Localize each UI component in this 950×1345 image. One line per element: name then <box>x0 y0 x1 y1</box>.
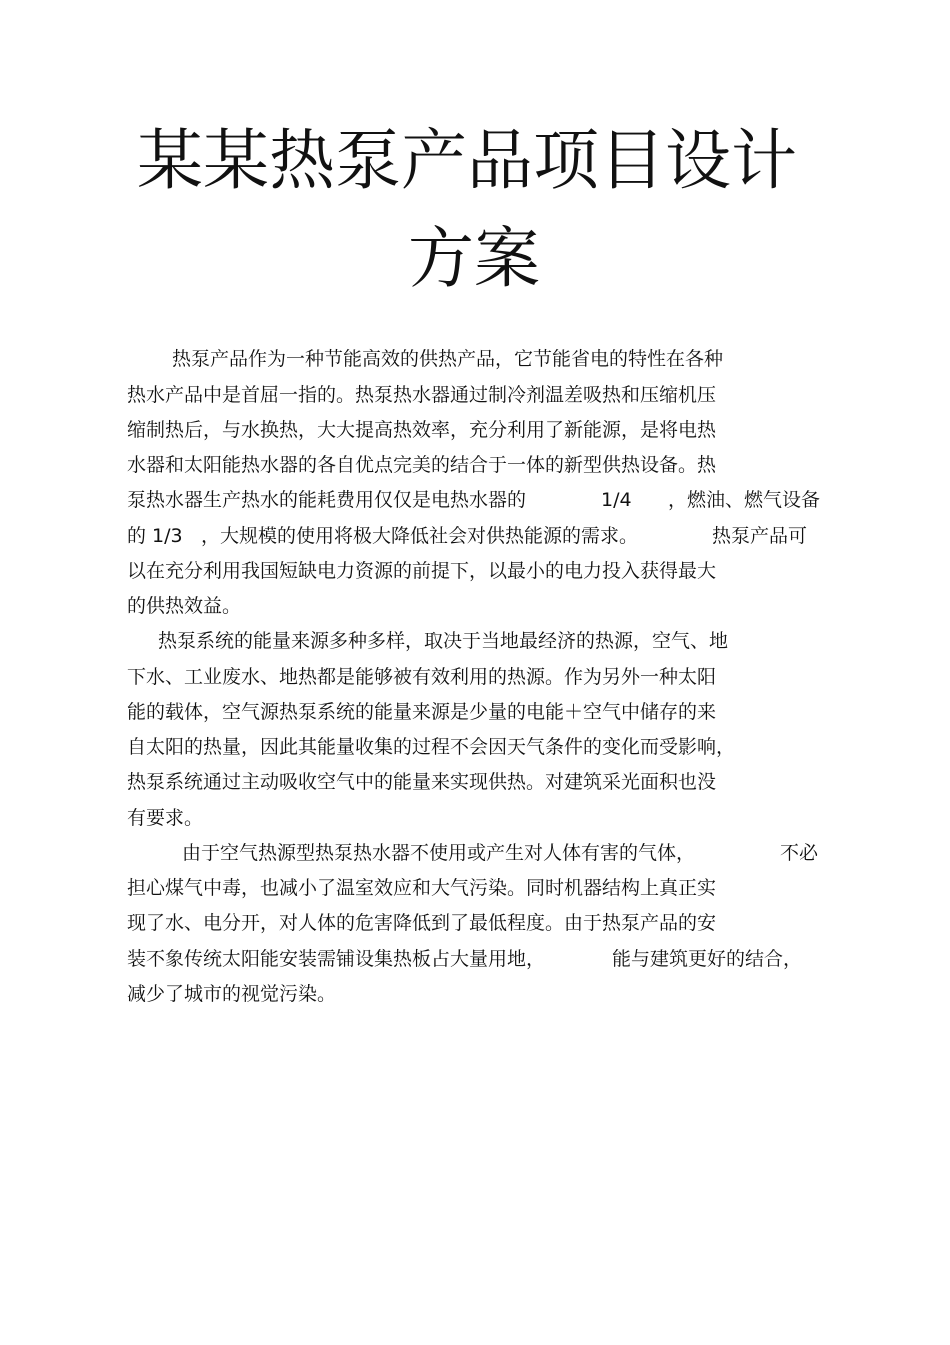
text-segment: 1/4 <box>601 489 632 511</box>
text-segment: ，大规模的使用将极大降低社会对供热能源的需求。 <box>201 525 639 547</box>
text-segment: 热水产品中是首屈一指的。热泵热水器通过制冷剂温差吸热和压缩机压 <box>127 384 717 406</box>
text-segment: 能的载体，空气源热泵系统的能量来源是少量的电能＋空气中储存的来 <box>127 701 717 723</box>
text-segment: 缩制热后，与水换热，大大提高热效率，充分利用了新能源，是将电热 <box>127 419 717 441</box>
text-segment: 以在充分利用我国短缺电力资源的前提下，以最小的电力投入获得最大 <box>127 560 717 582</box>
text-segment: 的 1/3 <box>127 525 183 547</box>
text-segment: 热泵系统的能量来源多种多样，取决于当地最经济的热源，空气、地 <box>158 630 729 652</box>
text-segment: 装不象传统太阳能安装需铺设集热板占大量用地， <box>127 948 546 970</box>
text-segment: 现了水、电分开，对人体的危害降低到了最低程度。由于热泵产品的安 <box>127 912 717 934</box>
text-segment: 热泵产品作为一种节能高效的供热产品，它节能省电的特性在各种 <box>172 348 724 370</box>
text-segment: 不必 <box>780 842 819 864</box>
text-segment: 热泵产品可 <box>712 525 808 547</box>
text-segment: 水器和太阳能热水器的各自优点完美的结合于一体的新型供热设备。热 <box>127 454 717 476</box>
text-segment: 热泵系统通过主动吸收空气中的能量来实现供热。对建筑采光面积也没 <box>127 771 717 793</box>
text-segment: 由于空气热源型热泵热水器不使用或产生对人体有害的气体， <box>182 842 696 864</box>
text-segment: ，燃油、燃气设备 <box>668 489 821 511</box>
document-title-line-1: 某某热泵产品项目设计 <box>137 122 797 199</box>
text-segment: 有要求。 <box>127 807 204 829</box>
text-segment: 的供热效益。 <box>127 595 242 617</box>
document-title-line-2: 方案 <box>408 220 540 297</box>
text-segment: 自太阳的热量，因此其能量收集的过程不会因天气条件的变化而受影响， <box>127 736 736 758</box>
text-segment: 减少了城市的视觉污染。 <box>127 983 337 1005</box>
text-segment: 泵热水器生产热水的能耗费用仅仅是电热水器的 <box>127 489 527 511</box>
text-segment: 下水、工业废水、地热都是能够被有效利用的热源。作为另外一种太阳 <box>127 666 717 688</box>
text-segment: 能与建筑更好的结合， <box>612 948 803 970</box>
text-segment: 担心煤气中毒，也减小了温室效应和大气污染。同时机器结构上真正实 <box>127 877 717 899</box>
